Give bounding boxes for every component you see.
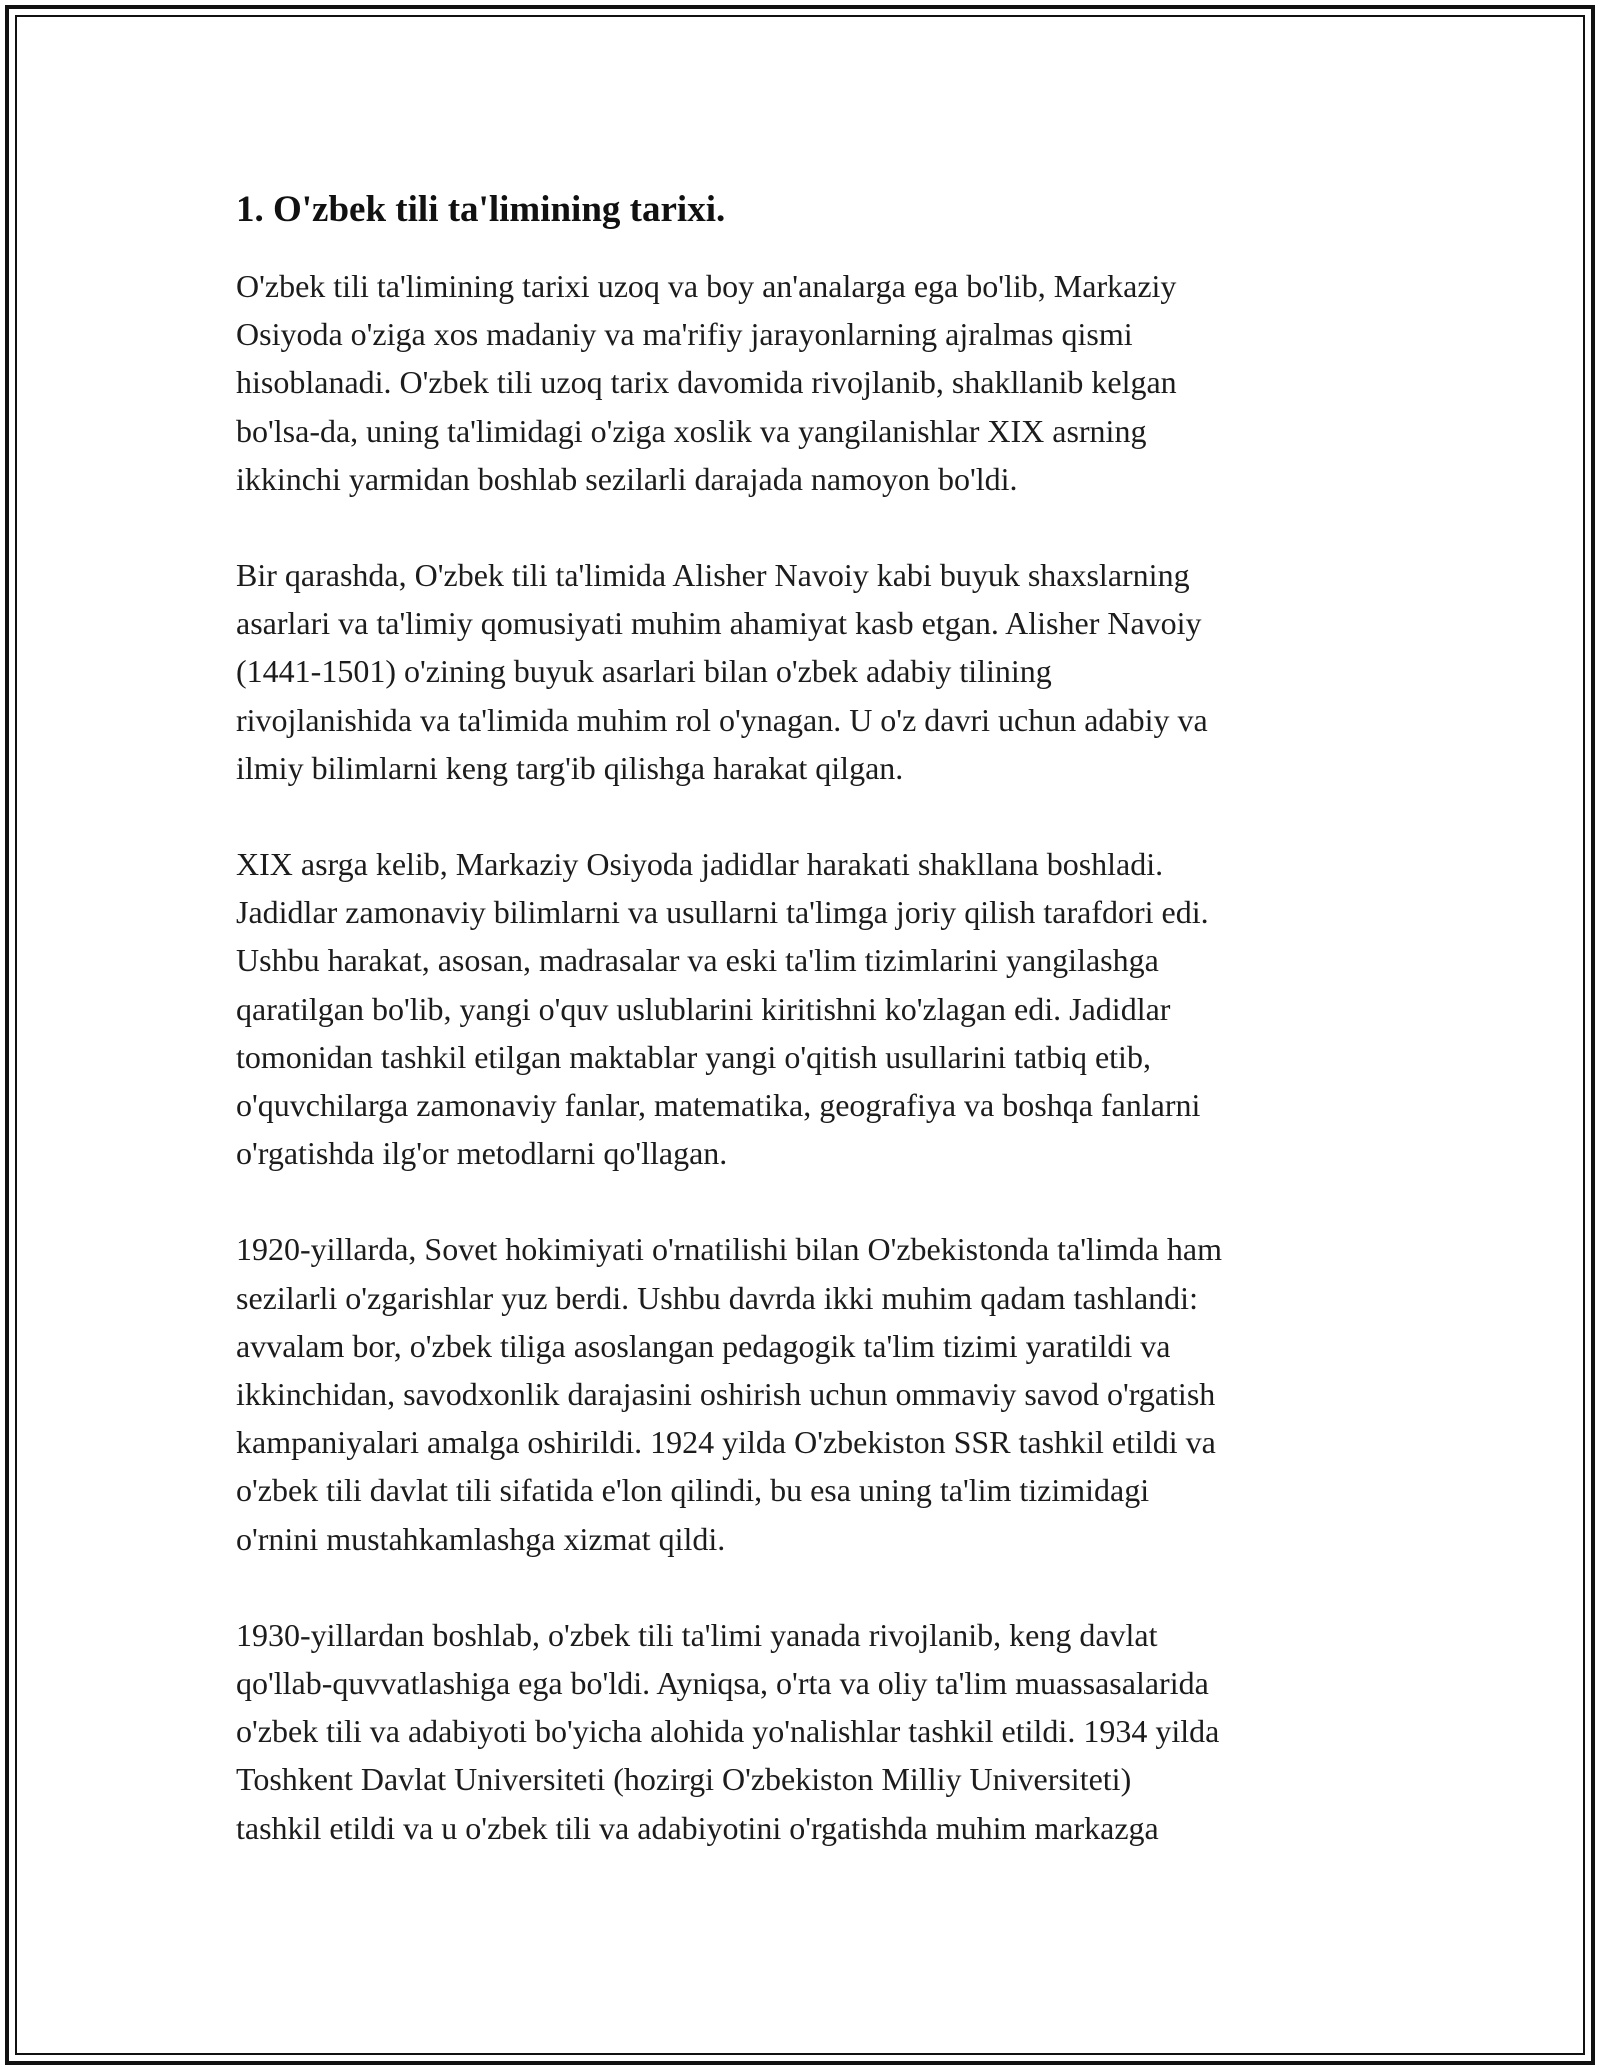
paragraph-line: avvalam bor, o'zbek tiliga asoslangan pedagogik ta'lim tizimi yaratildi va: [236, 1327, 1171, 1364]
paragraph-line: tomonidan tashkil etilgan maktablar yangi o'qitish usullarini tatbiq etib,: [236, 1038, 1151, 1075]
paragraph-line: ikkinchi yarmidan boshlab sezilarli darajada namoyon bo'ldi.: [236, 460, 1018, 497]
paragraph-line: (1441-1501) o'zining buyuk asarlari bilan o'zbek adabiy tilining: [236, 653, 1052, 690]
paragraph-line: asarlari va ta'limiy qomusiyati muhim ahamiyat kasb etgan. Alisher Navoiy: [236, 605, 1202, 642]
paragraph-line: Toshkent Davlat Universiteti (hozirgi O'zbekiston Milliy Universiteti): [236, 1761, 1132, 1798]
paragraph-1: [236, 262, 1376, 503]
paragraph-line: 1930-yillardan boshlab, o'zbek tili ta'limi yanada rivojlanib, keng davlat: [236, 1616, 1158, 1653]
paragraph-line: sezilarli o'zgarishlar yuz berdi. Ushbu davrda ikki muhim qadam tashlandi:: [236, 1279, 1198, 1316]
paragraph-line: O'zbek tili ta'limining tarixi uzoq va boy an'analarga ega bo'lib, Markaziy: [236, 268, 1177, 304]
paragraph-line: Osiyoda o'ziga xos madaniy va ma'rifiy jarayonlarning ajralmas qismi: [236, 316, 1133, 353]
paragraph-line: qaratilgan bo'lib, yangi o'quv uslublarini kiritishni ko'zlagan edi. Jadidlar: [236, 990, 1171, 1027]
paragraph-line: hisoblanadi. O'zbek tili uzoq tarix davomida rivojlanib, shakllanib kelgan: [236, 364, 1177, 401]
paragraph-line: Ushbu harakat, asosan, madrasalar va eski ta'lim tizimlarini yangilashga: [236, 942, 1159, 979]
paragraph-line: Bir qarashda, O'zbek tili ta'limida Alisher Navoiy kabi buyuk shaxslarning: [236, 557, 1190, 594]
paragraph-line: bo'lsa-da, uning ta'limidagi o'ziga xoslik va yangilanishlar XIX asrning: [236, 412, 1147, 449]
paragraph-line: ikkinchidan, savodxonlik darajasini oshirish uchun ommaviy savod o'rgatish: [236, 1376, 1216, 1413]
section-heading: 1. O'zbek tili ta'limining tarixi.: [236, 189, 726, 230]
paragraph-line: o'rgatishda ilg'or metodlarni qo'llagan.: [236, 1135, 728, 1172]
document-body: [236, 186, 1376, 1900]
paragraph-5: [236, 1611, 1376, 1852]
paragraph-line: Jadidlar zamonaviy bilimlarni va usullarni ta'limga joriy qilish tarafdori edi.: [236, 894, 1209, 931]
paragraph-line: o'zbek tili davlat tili sifatida e'lon qilindi, bu esa uning ta'lim tizimidagi: [236, 1472, 1150, 1509]
paragraph-line: o'rnini mustahkamlashga xizmat qildi.: [236, 1520, 726, 1557]
paragraph-line: qo'llab-quvvatlashiga ega bo'ldi. Ayniqsa, o'rta va oliy ta'lim muassasalarida: [236, 1665, 1209, 1702]
paragraph-4: [236, 1225, 1376, 1562]
paragraph-line: 1920-yillarda, Sovet hokimiyati o'rnatilishi bilan O'zbekistonda ta'limda ham: [236, 1231, 1222, 1268]
paragraph-3: [236, 840, 1376, 1177]
paragraph-line: kampaniyalari amalga oshirildi. 1924 yilda O'zbekiston SSR tashkil etildi va: [236, 1424, 1216, 1461]
paragraph-line: o'quvchilarga zamonaviy fanlar, matematika, geografiya va boshqa fanlarni: [236, 1087, 1201, 1124]
paragraph-line: tashkil etildi va u o'zbek tili va adabiyotini o'rgatishda muhim markazga: [236, 1809, 1159, 1846]
paragraph-2: [236, 551, 1376, 792]
paragraph-line: rivojlanishida va ta'limida muhim rol o'ynagan. U o'z davri uchun adabiy va: [236, 701, 1208, 738]
paragraph-line: XIX asrga kelib, Markaziy Osiyoda jadidlar harakati shakllana boshladi.: [236, 846, 1164, 883]
paragraph-line: o'zbek tili va adabiyoti bo'yicha alohida yo'nalishlar tashkil etildi. 1934 yilda: [236, 1713, 1220, 1750]
paragraph-line: ilmiy bilimlarni keng targ'ib qilishga harakat qilgan.: [236, 749, 904, 786]
